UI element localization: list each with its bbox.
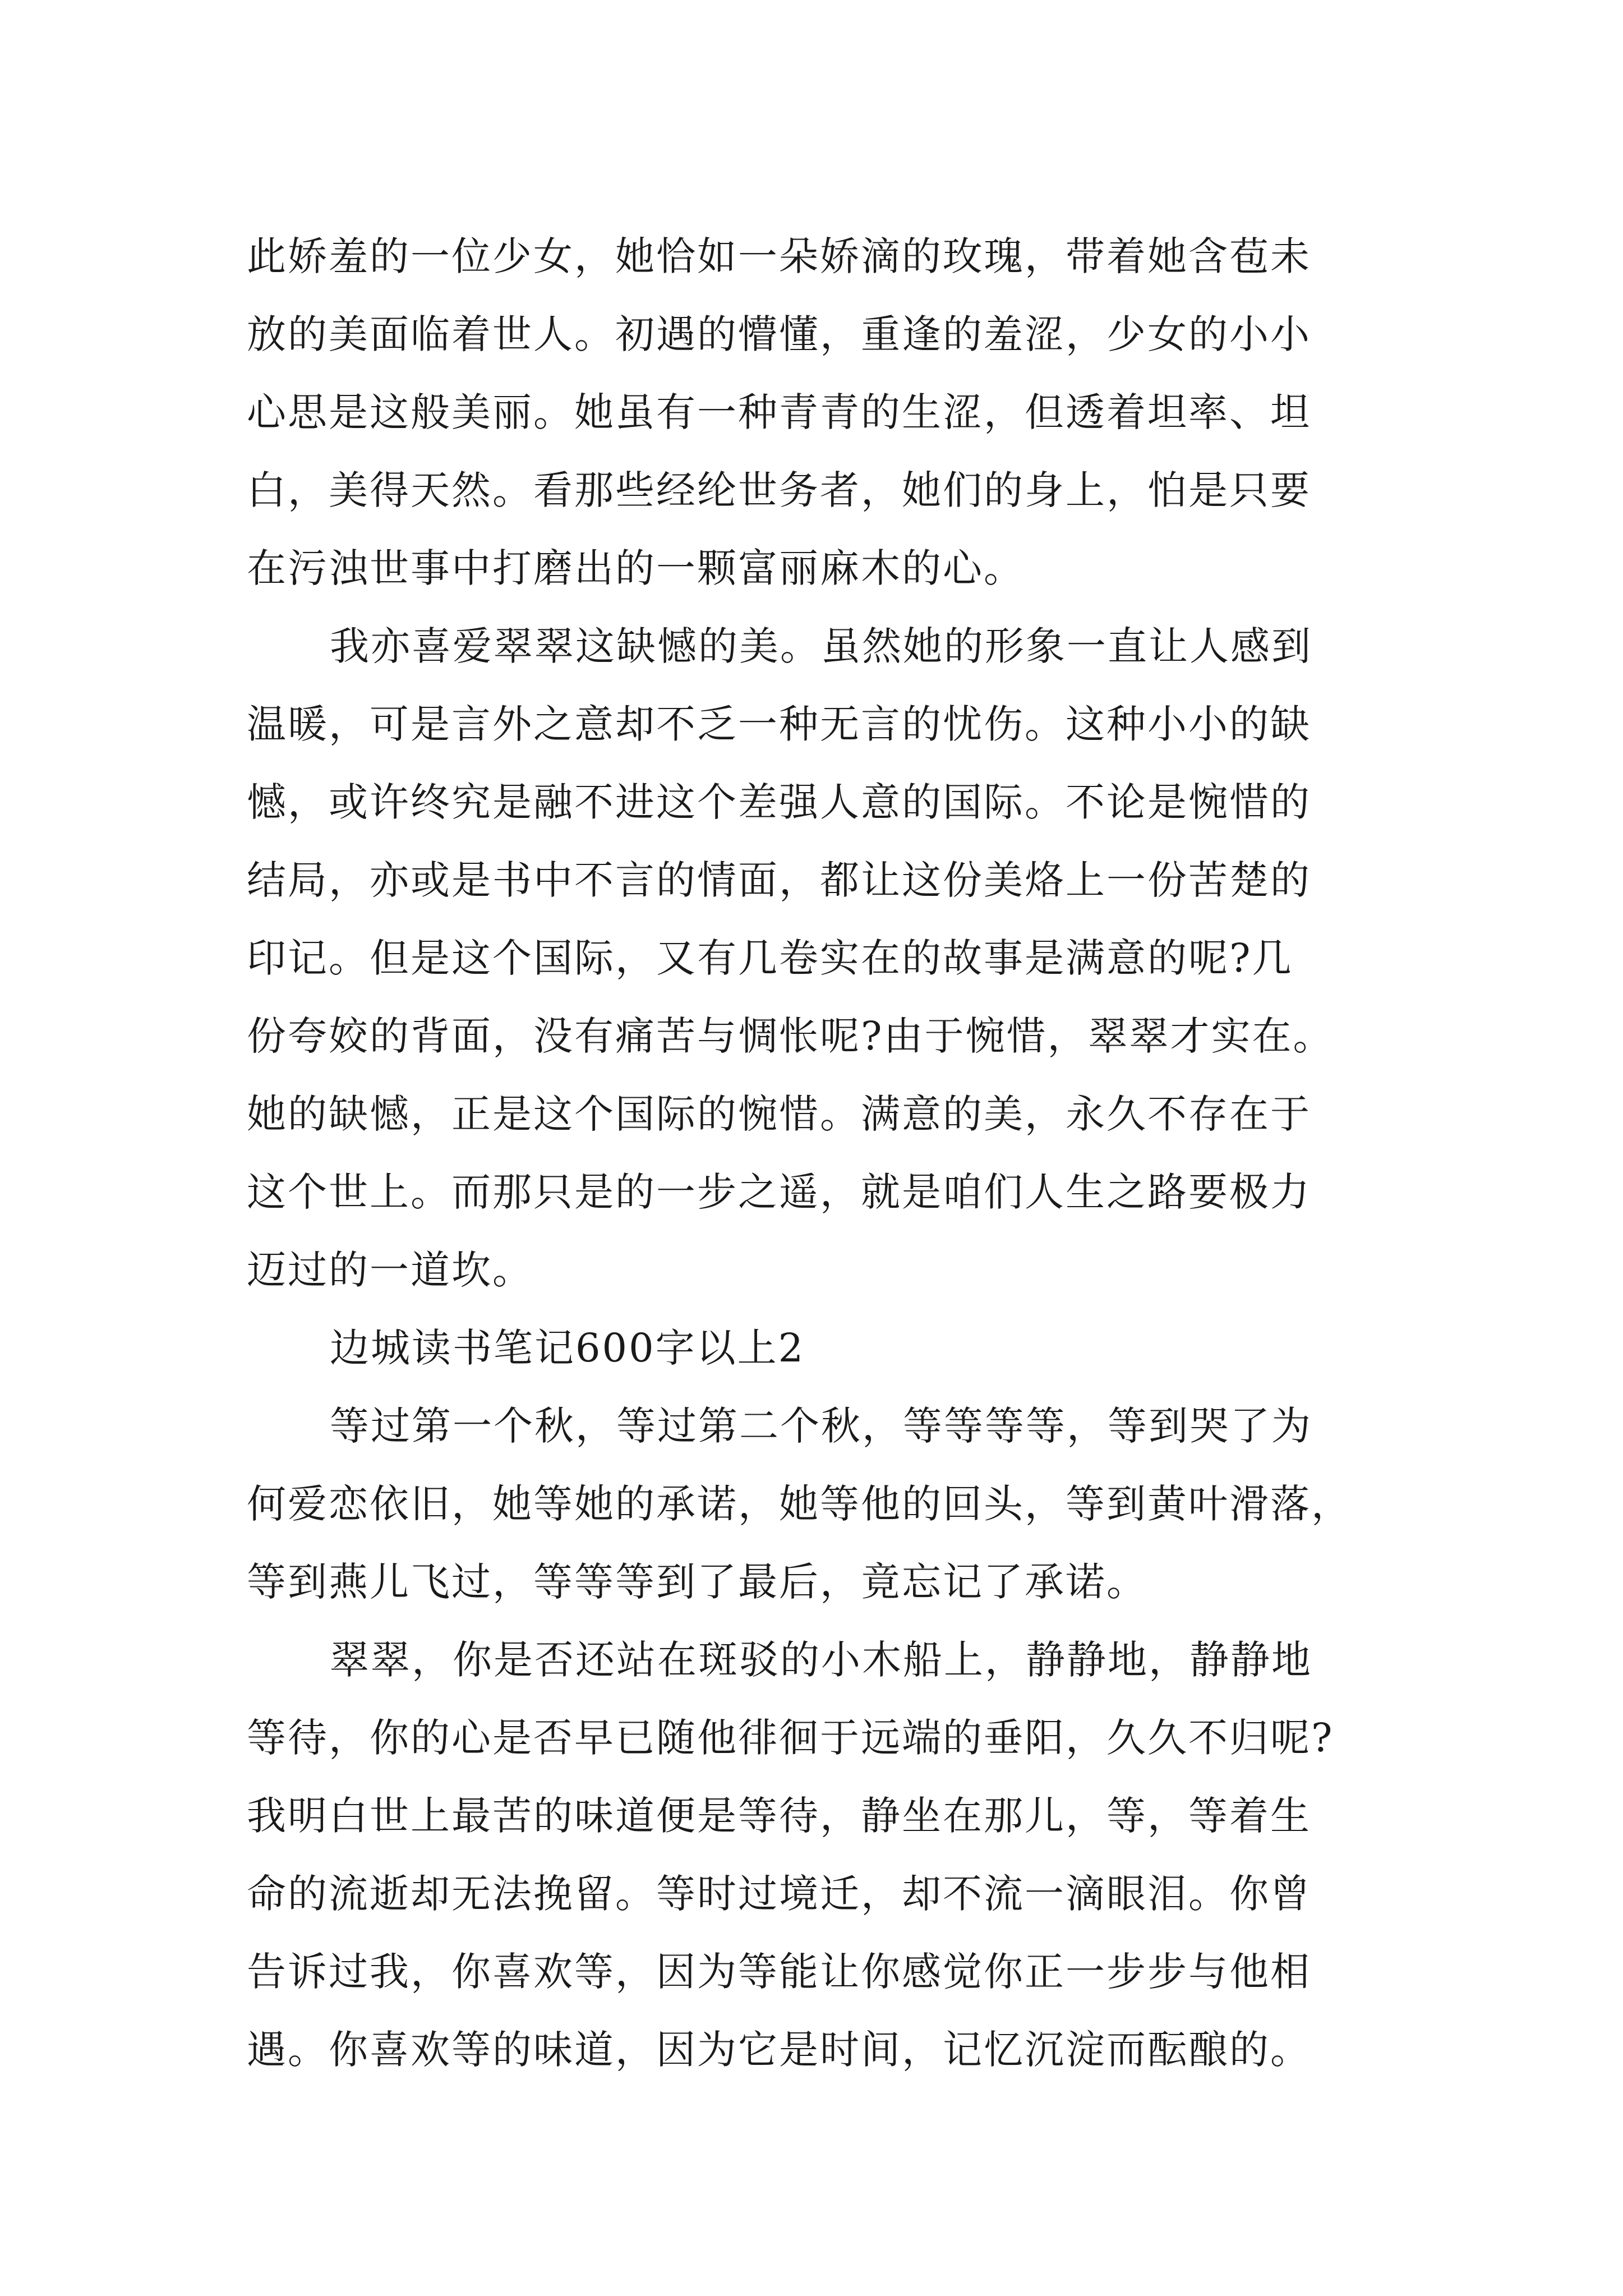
paragraph-3 xyxy=(247,1387,1388,1621)
text-line: 这个世上。而那只是的一步之遥，就是咱们人生之路要极力 xyxy=(247,1169,1311,1215)
text-line: 遇。你喜欢等的味道，因为它是时间，记忆沉淀而酝酿的。 xyxy=(247,2027,1311,2073)
text-line: 等过第一个秋，等过第二个秋，等等等等，等到哭了为 xyxy=(330,1403,1312,1449)
text-line: 在污浊世事中打磨出的一颗富丽麻木的心。 xyxy=(247,545,1025,591)
text-line: 温暖，可是言外之意却不乏一种无言的忧伤。这种小小的缺 xyxy=(247,701,1311,747)
text-line: 憾，或许终究是融不进这个差强人意的国际。不论是惋惜的 xyxy=(247,779,1311,825)
text-line: 翠翠，你是否还站在斑驳的小木船上，静静地，静静地 xyxy=(330,1637,1312,1683)
text-line: 告诉过我，你喜欢等，因为等能让你感觉你正一步步与他相 xyxy=(247,1949,1311,1995)
text-line: 心思是这般美丽。她虽有一种青青的生涩，但透着坦率、坦 xyxy=(247,389,1311,435)
text-line: 命的流逝却无法挽留。等时过境迁，却不流一滴眼泪。你曾 xyxy=(247,1871,1311,1917)
heading-text: 边城读书笔记600字以上2 xyxy=(330,1325,805,1371)
document-body xyxy=(247,218,1388,2089)
text-line: 迈过的一道坎。 xyxy=(247,1247,533,1293)
text-line: 她的缺憾，正是这个国际的惋惜。满意的美，永久不存在于 xyxy=(247,1091,1311,1137)
text-line: 等待，你的心是否早已随他徘徊于远端的垂阳，久久不归呢? xyxy=(247,1715,1334,1761)
text-line: 我亦喜爱翠翠这缺憾的美。虽然她的形象一直让人感到 xyxy=(330,623,1312,669)
section-heading xyxy=(247,1309,1388,1387)
text-line: 何爱恋依旧，她等她的承诺，她等他的回头，等到黄叶滑落， xyxy=(247,1481,1352,1527)
text-line: 等到燕儿飞过，等等等到了最后，竟忘记了承诺。 xyxy=(247,1559,1147,1605)
text-line: 份夸姣的背面，没有痛苦与惆怅呢?由于惋惜，翠翠才实在。 xyxy=(247,1013,1334,1059)
text-line: 此娇羞的一位少女，她恰如一朵娇滴的玫瑰，带着她含苞未 xyxy=(247,233,1311,279)
text-line: 白，美得天然。看那些经纶世务者，她们的身上，怕是只要 xyxy=(247,467,1311,513)
text-line: 我明白世上最苦的味道便是等待，静坐在那儿，等，等着生 xyxy=(247,1793,1311,1839)
paragraph-2 xyxy=(247,608,1388,1309)
paragraph-1 xyxy=(247,218,1388,608)
text-line: 结局，亦或是书中不言的情面，都让这份美烙上一份苦楚的 xyxy=(247,857,1311,903)
text-line: 放的美面临着世人。初遇的懵懂，重逢的羞涩，少女的小小 xyxy=(247,311,1311,357)
text-line: 印记。但是这个国际，又有几卷实在的故事是满意的呢?几 xyxy=(247,935,1293,981)
paragraph-4 xyxy=(247,1621,1388,2089)
